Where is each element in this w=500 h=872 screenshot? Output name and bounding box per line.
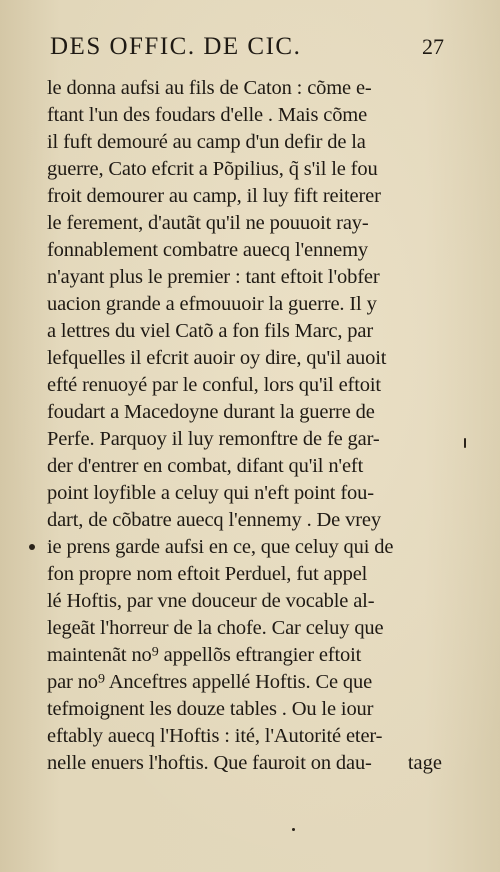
text-line: le ferement, d'autãt qu'il ne pouuoit ray- <box>47 212 369 234</box>
catchword: tage <box>407 752 442 774</box>
ink-speck <box>292 828 295 831</box>
text-line: der d'entrer en combat, difant qu'il n'eft <box>47 455 364 477</box>
text-line: n'ayant plus le premier : tant eftoit l'obfer <box>47 266 380 288</box>
text-line: dart, de cõbatre auecq l'ennemy . De vrey <box>47 509 381 531</box>
text-line: tefmoignent les douze tables . Ou le iour <box>47 698 374 720</box>
text-line: lé Hoftis, par vne douceur de vocable al- <box>47 590 375 612</box>
text-line: a lettres du viel Catõ a fon fils Marc, par <box>47 320 373 342</box>
text-line: maintenãt no⁹ appellõs eftrangier eftoit <box>47 644 362 666</box>
text-line: par no⁹ Anceftres appellé Hoftis. Ce que <box>47 671 373 693</box>
text-line: Perfe. Parquoy il luy remonftre de fe gar- <box>47 428 380 450</box>
text-line: lefquelles il efcrit auoir oy dire, qu'il auoit <box>47 347 387 369</box>
text-line: il fuft demouré au camp d'un defir de la <box>47 131 366 153</box>
page-header <box>50 30 450 64</box>
text-line: efté renuoyé par le conful, lors qu'il eftoit <box>47 374 381 396</box>
text-line: nelle enuers l'hoftis. Que fauroit on dau- <box>47 752 372 774</box>
text-line: fonnablement combatre auecq l'ennemy <box>47 239 369 261</box>
text-line: ie prens garde aufsi en ce, que celuy qui de <box>47 536 394 558</box>
text-line: point loyfible a celuy qui n'eft point fou- <box>47 482 374 504</box>
text-line: uacion grande a efmouuoir la guerre. Il y <box>47 293 377 315</box>
text-line: eftably auecq l'Hoftis : ité, l'Autorité eter- <box>47 725 383 747</box>
text-line: legeãt l'horreur de la chofe. Car celuy que <box>47 617 384 639</box>
text-line: le donna aufsi au fils de Caton : cõme e- <box>47 77 372 99</box>
text-line: froit demourer au camp, il luy fift reiterer <box>47 185 381 207</box>
page-number: 27 <box>422 34 444 59</box>
text-line: foudart a Macedoyne durant la guerre de <box>47 401 375 423</box>
body-text <box>47 75 467 777</box>
text-line: ftant l'un des foudars d'elle . Mais cõme <box>47 104 368 126</box>
text-line: fon propre nom eftoit Perduel, fut appel <box>47 563 368 585</box>
running-head: DES OFFIC. DE CIC. <box>50 33 302 60</box>
ink-speck <box>29 544 35 550</box>
ink-speck <box>464 438 466 448</box>
text-line: guerre, Cato efcrit a Põpilius, q̃ s'il le fou <box>47 158 378 180</box>
